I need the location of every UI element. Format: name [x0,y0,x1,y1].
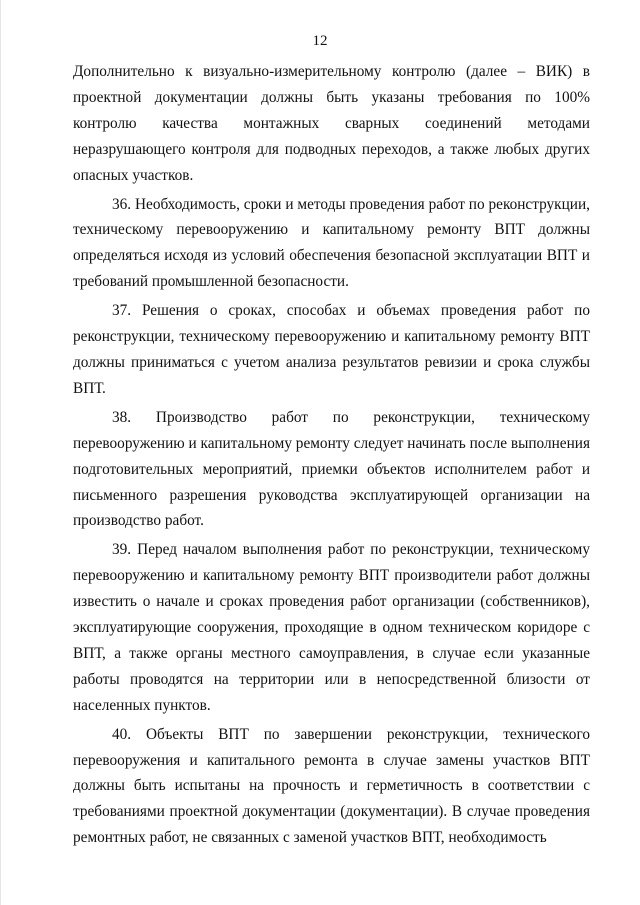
scan-edge-divider [0,0,1,905]
paragraph-continuation: Дополнительно к визуально-измерительному контролю (далее – ВИК) в проектной документации должны быть указаны требования по 100% контролю качества монтажных сварных соединений методами неразрушающего контроля для подводных переходов, а также любых других опасных участков. [73,63,590,184]
paragraph-39: 39. Перед началом выполнения работ по реконструкции, техническому перевооружению и капитальному ремонту ВПТ производители работ должны известить о начале и сроках проведения работ организации (собственников), эксплуатирующие сооружения, проходящие в одном техническом коридоре с ВПТ, а также органы местного самоуправления, в случае если указанные работы проводятся на территории или в непосредственной близости от населенных пунктов. [73,541,590,714]
document-body [73,59,590,854]
page-number: 12 [312,33,328,49]
paragraph-38: 38. Производство работ по реконструкции, техническому перевооружению и капитальному ремонту следует начинать после выполнения подготовительных мероприятий, приемки объектов исполнителем работ и письменного разрешения руководства эксплуатирующей организации на производство работ. [73,408,590,530]
paragraph-40: 40. Объекты ВПТ по завершении реконструкции, технического перевооружения и капитального ремонта в случае замены участков ВПТ должны быть испытаны на прочность и герметичность в соответствии с требованиями проектной документации (документации). В случае проведения ремонтных работ, не связанных с заменой участков ВПТ, необходимость [73,725,590,847]
paragraph-37: 37. Решения о сроках, способах и объемах проведения работ по реконструкции, техническому перевооружению и капитальному ремонту ВПТ должны приниматься с учетом анализа результатов ревизии и срока службы ВПТ. [73,302,590,397]
paragraph-36: 36. Необходимость, сроки и методы проведения работ по реконструкции, техническому перевооружению и капитальному ремонту ВПТ должны определяться исходя из условий обеспечения безопасной эксплуатации ВПТ и требований промышленной безопасности. [73,195,590,291]
